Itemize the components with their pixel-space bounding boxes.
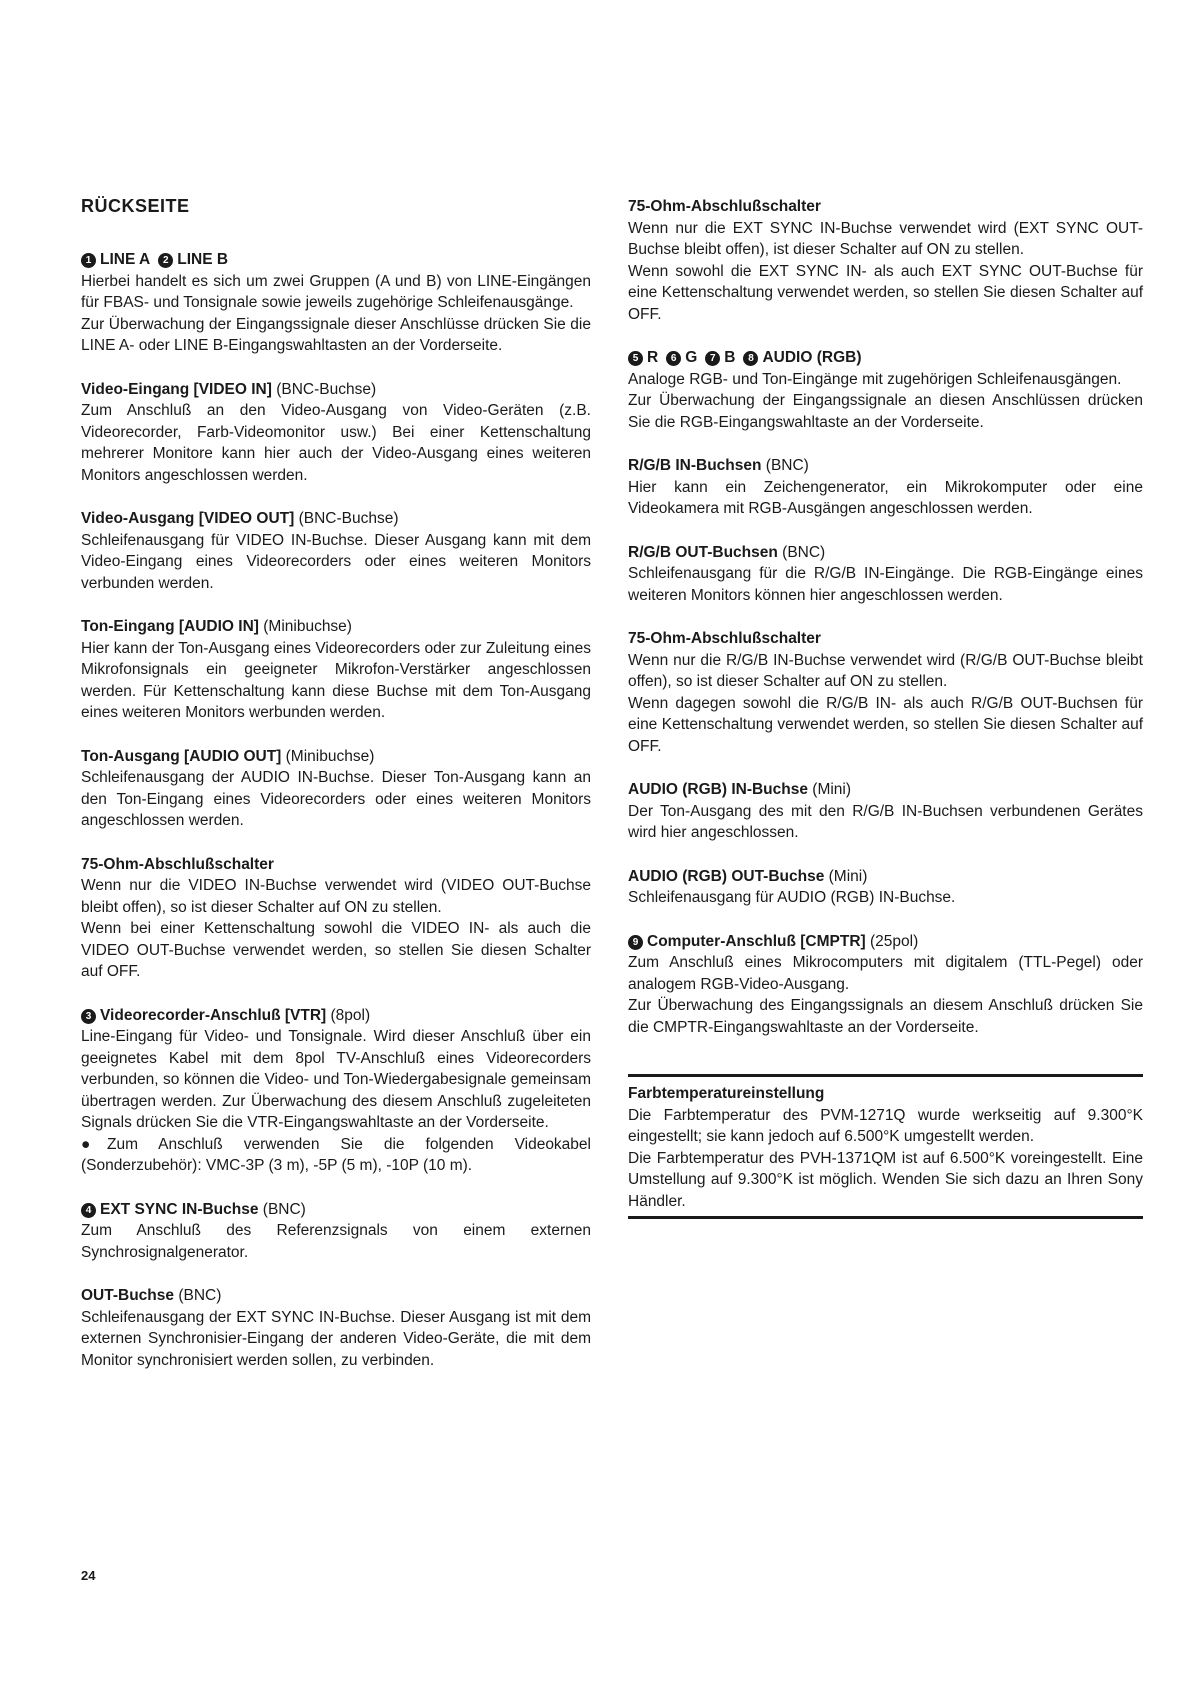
section-heading — [628, 196, 1143, 218]
section-cmptr — [628, 931, 1143, 1039]
paragraph: Wenn nur die VIDEO IN-Buchse verwendet wird (VIDEO OUT-Buchse bleibt offen), so ist dieser Schalter auf ON zu stellen. — [81, 877, 591, 916]
section-heading — [628, 455, 1143, 477]
paragraph: Der Ton-Ausgang des mit den R/G/B IN-Buchsen verbundenen Gerätes wird hier angeschlossen. — [628, 802, 1143, 841]
page-number: 24 — [81, 1568, 96, 1583]
heading-title: R/G/B OUT-Buchsen — [628, 543, 778, 561]
heading-title: 75-Ohm-Abschlußschalter — [628, 630, 821, 647]
paragraph: Wenn sowohl die EXT SYNC IN- als auch EXT SYNC OUT-Buchse für eine Kettenschaltung verwendet werden, so stellen Sie diesen Schalter auf OFF. — [628, 262, 1143, 323]
right-column — [628, 196, 1143, 1241]
circled-number-5-icon: 5 — [628, 351, 643, 366]
paragraph: Line-Eingang für Video- und Tonsignale. Wird dieser Anschluß über ein geeignetes Kabel mit dem 8pol TV-Anschluß eines Videorecorders verbunden, so können die Video- und Ton-Wiedergabesignale gemeinsam übertragen werden. Zur Überwachung des diesem Anschluß zugeleiteten Signals drücken Sie die VTR-Eingangswahltaste an der Vorderseite. — [81, 1028, 591, 1131]
circled-number-4-icon: 4 — [81, 1203, 96, 1218]
paragraph: Schleifenausgang für die R/G/B IN-Eingänge. Die RGB-Eingänge eines weiteren Monitors können hier angeschlossen werden. — [628, 565, 1143, 604]
section-audio-out — [81, 746, 591, 832]
section-heading — [628, 1083, 1143, 1105]
section-termination-rgb — [628, 628, 1143, 757]
heading-title: AUDIO (RGB) OUT-Buchse — [628, 867, 825, 885]
section-heading — [628, 542, 1143, 564]
section-video-in — [81, 379, 591, 487]
paragraph: Die Farbtemperatur des PVH-1371QM ist auf 6.500°K voreingestellt. Eine Umstellung auf 9.300°K ist möglich. Wenden Sie sich dazu an Ihren Sony Händler. — [628, 1149, 1143, 1210]
section-audio-rgb-in — [628, 779, 1143, 844]
heading-audio-rgb: AUDIO (RGB) — [762, 349, 862, 366]
heading-title: Video-Eingang [VIDEO IN] — [81, 380, 272, 398]
section-vtr — [81, 1005, 591, 1177]
heading-line-b: LINE B — [177, 251, 229, 268]
heading-title: 75-Ohm-Abschlußschalter — [81, 855, 274, 873]
section-rgb-in — [628, 455, 1143, 520]
circled-number-2-icon: 2 — [158, 253, 173, 268]
heading-note: (Mini) — [807, 781, 852, 798]
paragraph: Hier kann ein Zeichengenerator, ein Mikrokomputer oder eine Videokamera mit RGB-Ausgängen angeschlossen werden. — [628, 478, 1143, 517]
section-heading — [81, 746, 591, 768]
section-ext-sync — [81, 1199, 591, 1264]
section-termination-video — [81, 854, 591, 983]
section-line-ab — [81, 249, 591, 357]
heading-g: G — [685, 349, 698, 366]
circled-number-3-icon: 3 — [81, 1009, 96, 1024]
section-heading — [81, 1285, 591, 1307]
heading-title: R/G/B IN-Buchsen — [628, 457, 762, 474]
heading-r: R — [647, 349, 659, 366]
heading-title: OUT-Buchse — [81, 1287, 175, 1304]
paragraph: Zum Anschluß des Referenzsignals von einem externen Synchrosignalgenerator. — [81, 1222, 591, 1261]
heading-note: (BNC) — [761, 457, 809, 474]
paragraph: Schleifenausgang der EXT SYNC IN-Buchse. Dieser Ausgang ist mit dem externen Synchronisier-Eingang der anderen Video-Geräte, die mit dem Monitor synchronisiert werden sollen, zu verbinden. — [81, 1308, 591, 1369]
heading-line-a: LINE A — [100, 251, 151, 268]
circled-number-7-icon: 7 — [705, 351, 720, 366]
heading-note: (Minibuchse) — [258, 618, 352, 635]
paragraph: Schleifenausgang der AUDIO IN-Buchse. Dieser Ton-Ausgang kann an den Ton-Eingang eines Videorecorders oder eines weiteren Monitors angeschlossen werden. — [81, 769, 591, 829]
section-color-temperature-box — [628, 1074, 1143, 1219]
heading-title: AUDIO (RGB) IN-Buchse — [628, 781, 808, 798]
circled-number-9-icon: 9 — [628, 935, 643, 950]
section-rgb — [628, 347, 1143, 433]
section-heading — [628, 628, 1143, 650]
paragraph: Zum Anschluß an den Video-Ausgang von Video-Geräten (z.B. Videorecorder, Farb-Videomonitor usw.) Bei einer Kettenschaltung mehrerer Monitore kann hier auch der Video-Ausgang eines weiteren Monitors angeschlossen werden. — [81, 402, 591, 484]
heading-note: (BNC-Buchse) — [294, 510, 399, 527]
section-heading — [81, 616, 591, 638]
section-audio-rgb-out — [628, 866, 1143, 909]
circled-number-1-icon: 1 — [81, 253, 96, 268]
heading-title: Video-Ausgang [VIDEO OUT] — [81, 510, 295, 527]
paragraph: Wenn nur die R/G/B IN-Buchse verwendet wird (R/G/B OUT-Buchse bleibt offen), so ist dieser Schalter auf ON zu stellen. — [628, 651, 1143, 690]
paragraph: Wenn bei einer Kettenschaltung sowohl die VIDEO IN- als auch die VIDEO OUT-Buchse verwendet werden, so stellen Sie diesen Schalter auf OFF. — [81, 920, 591, 980]
section-out-buchse — [81, 1285, 591, 1371]
section-heading — [628, 866, 1143, 888]
section-heading — [81, 249, 591, 271]
heading-title: Ton-Eingang [AUDIO IN] — [81, 618, 259, 635]
paragraph: Analoge RGB- und Ton-Eingänge mit zugehörigen Schleifenausgängen. — [628, 370, 1122, 388]
heading-note: (Minibuchse) — [281, 747, 375, 765]
section-audio-in — [81, 616, 591, 724]
paragraph: Wenn dagegen sowohl die R/G/B IN- als auch R/G/B OUT-Buchsen für eine Kettenschaltung verwendet werden, so stellen Sie diesen Schalter auf OFF. — [628, 694, 1143, 755]
section-rgb-out — [628, 542, 1143, 607]
heading-note: (Mini) — [824, 867, 868, 885]
heading-note: (8pol) — [326, 1006, 371, 1024]
section-heading — [81, 508, 591, 530]
paragraph: Zur Überwachung der Eingangssignale an diesen Anschlüssen drücken Sie die RGB-Eingangswahltaste an der Vorderseite. — [628, 392, 1143, 431]
left-column — [81, 196, 591, 1393]
heading-note: (BNC) — [777, 543, 826, 561]
paragraph: Zur Überwachung des Eingangssignals an diesem Anschluß drücken Sie die CMPTR-Eingangswahltaste an der Vorderseite. — [628, 997, 1143, 1036]
paragraph: Schleifenausgang für VIDEO IN-Buchse. Dieser Ausgang kann mit dem Video-Eingang eines Videorecorders oder eines weiteren Monitors verbunden werden. — [81, 531, 591, 592]
circled-number-6-icon: 6 — [666, 351, 681, 366]
paragraph: Wenn nur die EXT SYNC IN-Buchse verwendet wird (EXT SYNC OUT-Buchse bleibt offen), ist dieser Schalter auf ON zu stellen. — [628, 219, 1143, 258]
paragraph: ●Zum Anschluß verwenden Sie die folgenden Videokabel (Sonderzubehör): VMC-3P (3 m), -5P (5 m), -10P (10 m). — [81, 1135, 591, 1174]
paragraph: Zum Anschluß eines Mikrocomputers mit digitalem (TTL-Pegel) oder analogem RGB-Video-Ausgang. — [628, 954, 1143, 993]
section-heading — [628, 931, 1143, 953]
heading-title: Farbtemperatureinstellung — [628, 1085, 825, 1102]
section-heading — [81, 854, 591, 876]
heading-title: Computer-Anschluß [CMPTR] — [647, 932, 866, 950]
heading-note: (BNC-Buchse) — [271, 380, 377, 398]
heading-title: Videorecorder-Anschluß [VTR] — [100, 1006, 327, 1024]
heading-note: (BNC) — [174, 1287, 222, 1304]
heading-b: B — [724, 349, 736, 366]
section-heading — [81, 379, 591, 401]
paragraph: Hier kann der Ton-Ausgang eines Videorecorders oder zur Zuleitung eines Mikrofonsignals ein geeigneter Mikrofon-Verstärker angeschlossen werden. Für Kettenschaltung kann diese Buchse mit dem Ton-Ausgang eines weiteren Monitors werbunden werden. — [81, 639, 591, 721]
section-termination-sync — [628, 196, 1143, 325]
circled-number-8-icon: 8 — [743, 351, 758, 366]
section-heading — [81, 1199, 591, 1221]
page-title: RÜCKSEITE — [81, 196, 190, 216]
heading-note: (BNC) — [258, 1200, 306, 1218]
heading-title: 75-Ohm-Abschlußschalter — [628, 198, 821, 215]
section-heading — [628, 347, 1143, 369]
section-heading — [628, 779, 1143, 801]
heading-title: Ton-Ausgang [AUDIO OUT] — [81, 747, 282, 765]
paragraph: Hierbei handelt es sich um zwei Gruppen (A und B) von LINE-Eingängen für FBAS- und Tonsignale sowie jeweils zugehörige Schleifenausgänge. — [81, 272, 591, 311]
paragraph: Zur Überwachung der Eingangssignale dieser Anschlüsse drücken Sie die LINE A- oder LINE B-Eingangswahltasten an der Vorderseite. — [81, 315, 591, 354]
heading-title: EXT SYNC IN-Buchse — [100, 1200, 259, 1218]
section-heading — [81, 1005, 591, 1027]
heading-note: (25pol) — [865, 932, 919, 950]
section-video-out — [81, 508, 591, 594]
paragraph: Die Farbtemperatur des PVM-1271Q wurde werkseitig auf 9.300°K eingestellt; sie kann jedoch auf 6.500°K umgestellt werden. — [628, 1106, 1143, 1145]
paragraph: Schleifenausgang für AUDIO (RGB) IN-Buchse. — [628, 889, 956, 906]
